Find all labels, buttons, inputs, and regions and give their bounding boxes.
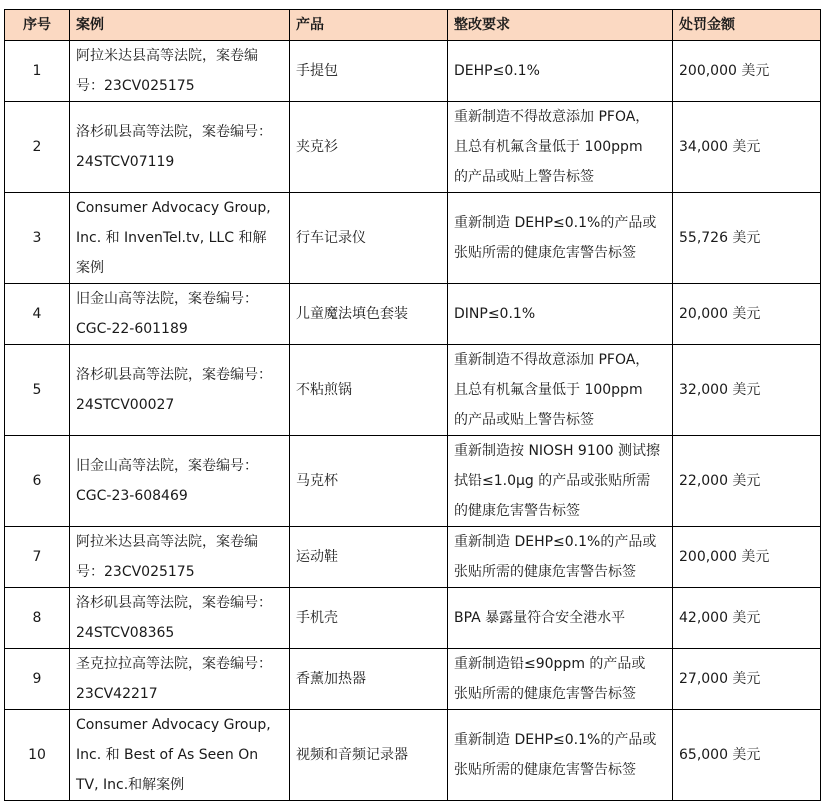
- requirement-line: DEHP≤0.1%: [454, 63, 540, 79]
- requirement-cell: [448, 41, 673, 102]
- header-product: 产品: [290, 10, 448, 41]
- case-line: 旧金山高等法院，案卷编号：: [76, 458, 258, 474]
- case-line: Inc. 和 Best of As Seen On: [76, 747, 259, 763]
- row-number: 10: [5, 710, 70, 801]
- product-cell: 夹克衫: [290, 102, 448, 193]
- table-row: [5, 588, 821, 649]
- case-line: 洛杉矶县高等法院，案卷编号：: [76, 367, 272, 383]
- penalty-cell: 65,000 美元: [673, 710, 821, 801]
- case-line: Inc. 和 InvenTel.tv, LLC 和解: [76, 230, 267, 246]
- table-row: [5, 710, 821, 801]
- row-number: 4: [5, 284, 70, 345]
- requirement-line: 重新制造 DEHP≤0.1%的产品或: [454, 732, 657, 748]
- case-line: CGC-23-608469: [76, 488, 188, 504]
- product-cell: 视频和音频记录器: [290, 710, 448, 801]
- product-cell: 行车记录仪: [290, 193, 448, 284]
- header-row: [5, 10, 821, 41]
- penalty-cell: 200,000 美元: [673, 527, 821, 588]
- penalty-cell: 42,000 美元: [673, 588, 821, 649]
- case-line: 洛杉矶县高等法院，案卷编号：: [76, 595, 272, 611]
- case-line: 阿拉米达县高等法院，案卷编: [76, 48, 258, 64]
- case-cell: [70, 649, 290, 710]
- requirement-line: 重新制造按 NIOSH 9100 测试擦: [454, 443, 661, 459]
- requirement-line: DINP≤0.1%: [454, 306, 536, 322]
- row-number: 2: [5, 102, 70, 193]
- case-cell: [70, 193, 290, 284]
- case-line: CGC-22-601189: [76, 321, 188, 337]
- header-case: 案例: [70, 10, 290, 41]
- row-number: 6: [5, 436, 70, 527]
- case-line: Consumer Advocacy Group,: [76, 717, 271, 733]
- requirement-cell: [448, 527, 673, 588]
- case-line: 号：23CV025175: [76, 78, 195, 94]
- case-cell: [70, 41, 290, 102]
- requirement-cell: [448, 649, 673, 710]
- header-penalty: 处罚金额: [673, 10, 821, 41]
- table-row: [5, 649, 821, 710]
- requirement-line: 张贴所需的健康危害警告标签: [454, 564, 636, 580]
- requirement-line: 张贴所需的健康危害警告标签: [454, 762, 636, 778]
- requirement-cell: [448, 284, 673, 345]
- case-cell: [70, 710, 290, 801]
- row-number: 5: [5, 345, 70, 436]
- requirement-line: BPA 暴露量符合安全港水平: [454, 610, 626, 626]
- requirement-line: 且总有机氟含量低于 100ppm: [454, 139, 643, 155]
- penalty-cell: 22,000 美元: [673, 436, 821, 527]
- row-number: 7: [5, 527, 70, 588]
- requirement-line: 重新制造 DEHP≤0.1%的产品或: [454, 534, 657, 550]
- table-row: [5, 284, 821, 345]
- case-line: 洛杉矶县高等法院，案卷编号：: [76, 124, 272, 140]
- product-cell: 香薰加热器: [290, 649, 448, 710]
- requirement-line: 张贴所需的健康危害警告标签: [454, 686, 636, 702]
- product-cell: 不粘煎锅: [290, 345, 448, 436]
- case-line: 23CV42217: [76, 686, 158, 702]
- table-row: [5, 436, 821, 527]
- case-line: Consumer Advocacy Group,: [76, 200, 271, 216]
- product-cell: 手提包: [290, 41, 448, 102]
- requirement-line: 的健康危害警告标签: [454, 503, 580, 519]
- requirement-cell: [448, 588, 673, 649]
- case-line: 24STCV08365: [76, 625, 175, 641]
- product-cell: 运动鞋: [290, 527, 448, 588]
- header-no: 序号: [5, 10, 70, 41]
- requirement-line: 的产品或贴上警告标签: [454, 169, 594, 185]
- case-cell: [70, 284, 290, 345]
- requirement-line: 重新制造 DEHP≤0.1%的产品或: [454, 215, 657, 231]
- case-line: 24STCV07119: [76, 154, 175, 170]
- requirement-cell: [448, 345, 673, 436]
- requirement-cell: [448, 102, 673, 193]
- case-line: 24STCV00027: [76, 397, 175, 413]
- case-line: 阿拉米达县高等法院，案卷编: [76, 534, 258, 550]
- table-row: [5, 345, 821, 436]
- case-line: 案例: [76, 260, 104, 276]
- product-cell: 马克杯: [290, 436, 448, 527]
- requirement-line: 拭铅≤1.0μg 的产品或张贴所需: [454, 473, 651, 489]
- case-cell: [70, 588, 290, 649]
- requirement-cell: [448, 193, 673, 284]
- table-row: [5, 527, 821, 588]
- row-number: 9: [5, 649, 70, 710]
- header-requirement: 整改要求: [448, 10, 673, 41]
- penalty-cell: 34,000 美元: [673, 102, 821, 193]
- row-number: 3: [5, 193, 70, 284]
- penalty-cell: 20,000 美元: [673, 284, 821, 345]
- requirement-cell: [448, 436, 673, 527]
- penalty-cell: 32,000 美元: [673, 345, 821, 436]
- table-row: [5, 193, 821, 284]
- case-cell: [70, 527, 290, 588]
- case-cell: [70, 345, 290, 436]
- penalty-cell: 55,726 美元: [673, 193, 821, 284]
- product-cell: 儿童魔法填色套装: [290, 284, 448, 345]
- case-line: 号：23CV025175: [76, 564, 195, 580]
- requirement-line: 的产品或贴上警告标签: [454, 412, 594, 428]
- product-cell: 手机壳: [290, 588, 448, 649]
- cases-table: [4, 9, 821, 801]
- requirement-line: 重新制造铅≤90ppm 的产品或: [454, 656, 646, 672]
- case-cell: [70, 102, 290, 193]
- requirement-cell: [448, 710, 673, 801]
- case-line: 圣克拉拉高等法院，案卷编号：: [76, 656, 272, 672]
- case-line: 旧金山高等法院，案卷编号：: [76, 291, 258, 307]
- table-row: [5, 41, 821, 102]
- requirement-line: 且总有机氟含量低于 100ppm: [454, 382, 643, 398]
- requirement-line: 重新制造不得故意添加 PFOA，: [454, 109, 650, 125]
- penalty-cell: 27,000 美元: [673, 649, 821, 710]
- penalty-cell: 200,000 美元: [673, 41, 821, 102]
- row-number: 1: [5, 41, 70, 102]
- table-row: [5, 102, 821, 193]
- requirement-line: 张贴所需的健康危害警告标签: [454, 245, 636, 261]
- requirement-line: 重新制造不得故意添加 PFOA，: [454, 352, 650, 368]
- case-line: TV, Inc.和解案例: [76, 777, 185, 793]
- row-number: 8: [5, 588, 70, 649]
- case-cell: [70, 436, 290, 527]
